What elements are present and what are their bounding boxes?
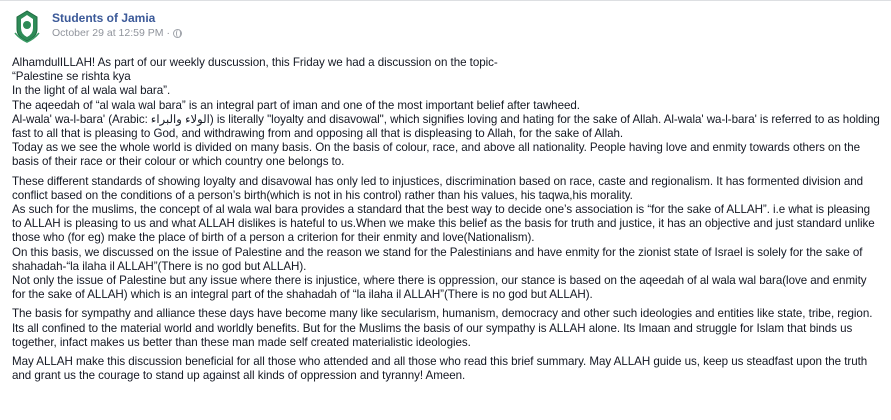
post-line: Al-wala' wa-l-bara' (Arabic: الولاء والبراء) is literally "loyalty and disavowal", which signifies loving and hating for the sake of Allah. Al-wala' wa-l-bara' is referred to as holding fast to all that is pleasing to God, and withdrawing from and opposing all that is displeasing to Allah, for the sake of Allah. — [12, 112, 880, 141]
post-line: Today as we see the whole world is divided on many basis. On the basis of colour, race, and above all nationality. People having love and enmity towards others on the basis of their race or their colour or which country one belongs to. — [12, 141, 860, 169]
post-body — [12, 56, 882, 388]
post-line: AlhamdulILLAH! As part of our weekly duscussion, this Friday we had a discussion on the topic- — [12, 56, 498, 69]
post-header — [12, 9, 182, 49]
post-line: On this basis, we discussed on the issue of Palestine and the reason we stand for the Palestinians and have enmity for the zionist state of Israel is solely for the sake of shahadah-“la ilaha il ALLAH”(There is no god but ALLAH). — [12, 245, 863, 273]
jamia-logo-icon[interactable] — [12, 9, 42, 43]
post-line: The basis for sympathy and alliance these days have become many like secularism, humanism, democracy and other such ideologies and entities like state, tribe, region. Its all confined to the material world and worldly benefits. But for the Muslims the basis of our sympathy is ALLAH alone. Its Imaan and struggle for Islam that binds us together, infact makes us better than these man made self created materialistic ideologies. — [12, 307, 873, 349]
post-line: May ALLAH make this discussion beneficial for all those who attended and all those who read this brief summary. May ALLAH guide us, keep us steadfast upon the truth and grant us the courage to stand up against all kinds of oppression and tyranny! Ameen. — [12, 355, 868, 383]
post-meta — [52, 26, 182, 40]
post-paragraph — [12, 355, 882, 383]
post-line: Not only the issue of Palestine but any issue where there is injustice, where there is oppression, our stance is based on the aqeedah of al wala wal bara(love and enmity for the sake of ALLAH) which is an integral part of the shahadah of “la ilaha il ALLAH”(There is no god but ALLAH). — [12, 274, 867, 302]
post-line: These different standards of showing loyalty and disavowal has only led to injustices, discrimination based on race, caste and regionalism. It has formented division and conflict based on the conditions of a person’s birth(which is not in his control) rather than his values, his taqwa,his morality. — [12, 174, 864, 202]
post-line: The aqeedah of “al wala wal bara” is an integral part of iman and one of the most important belief after tawheed. — [12, 98, 580, 112]
meta-separator: · — [166, 27, 170, 39]
post-paragraph — [12, 56, 882, 170]
page-name-link[interactable]: Students of Jamia — [52, 11, 156, 25]
post-line: In the light of al wala wal bara”. — [12, 84, 171, 98]
post-line: As such for the muslims, the concept of al wala wal bara provides a standard that the best way to decide one’s association is “for the sake of ALLAH”. i.e what is pleasing to ALLAH is pleasing to us and what ALLAH dislikes is hateful to us.When we make this belief as the basis for truth and justice, it has an objective and just standard unlike those who (for eg) make the place of birth of a person a criterion for their enmity and love(Nationalism). — [12, 203, 875, 245]
post-line: “Palestine se rishta kya — [12, 70, 131, 84]
post-timestamp[interactable]: October 29 at 12:59 PM — [52, 27, 164, 39]
post-paragraph — [12, 175, 882, 303]
post-paragraph — [12, 307, 882, 350]
globe-icon[interactable] — [173, 29, 182, 38]
